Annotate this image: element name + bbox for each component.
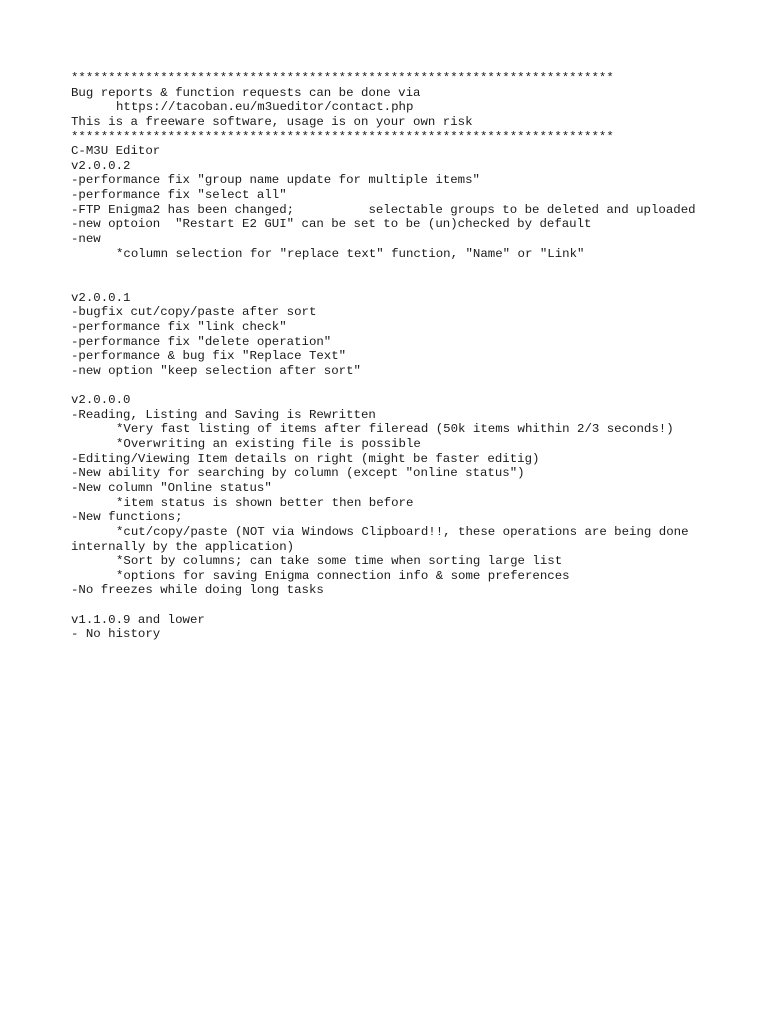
- changelog-item: -new: [71, 232, 101, 247]
- changelog-item: -performance fix "select all": [71, 188, 287, 203]
- changelog-document: [71, 71, 731, 642]
- changelog-item: -new optoion "Restart E2 GUI" can be set to be (un)checked by default: [71, 217, 592, 232]
- changelog-subitem: *cut/copy/paste (NOT via Windows Clipboard!!, these operations are being done internally by the application): [71, 524, 696, 554]
- version-heading: v2.0.0.2: [71, 158, 131, 173]
- changelog-item: -New ability for searching by column (except "online status"): [71, 466, 525, 481]
- changelog-subitem: *Sort by columns; can take some time when sorting large list: [116, 554, 563, 569]
- changelog-item: -bugfix cut/copy/paste after sort: [71, 305, 317, 320]
- spacer: [71, 378, 731, 393]
- changelog-item: -Reading, Listing and Saving is Rewritten: [71, 407, 376, 422]
- changelog-subitem: *options for saving Enigma connection info & some preferences: [116, 568, 570, 583]
- version-heading: v2.0.0.1: [71, 290, 131, 305]
- changelog-item: -FTP Enigma2 has been changed; selectable groups to be deleted and uploaded: [71, 202, 696, 217]
- spacer: [71, 276, 731, 291]
- changelog-item: -No freezes while doing long tasks: [71, 583, 324, 598]
- app-name: C-M3U Editor: [71, 144, 161, 159]
- version-heading: v1.1.0.9 and lower: [71, 612, 205, 627]
- changelog-subitem: *column selection for "replace text" function, "Name" or "Link": [116, 246, 585, 261]
- changelog-subitem: *item status is shown better then before: [116, 495, 414, 510]
- spacer: [71, 261, 731, 276]
- bug-report-text: Bug reports & function requests can be done via: [71, 85, 421, 100]
- changelog-item: -performance fix "link check": [71, 319, 287, 334]
- changelog-item: -New column "Online status": [71, 480, 272, 495]
- changelog-subitem: *Very fast listing of items after fileread (50k items whithin 2/3 seconds!): [116, 422, 674, 437]
- spacer: [71, 598, 731, 613]
- changelog-item: -performance fix "group name update for multiple items": [71, 173, 480, 188]
- changelog-item: -performance & bug fix "Replace Text": [71, 349, 347, 364]
- changelog-item: -Editing/Viewing Item details on right (might be faster editig): [71, 451, 540, 466]
- changelog-item: -new option "keep selection after sort": [71, 363, 361, 378]
- changelog-item: -New functions;: [71, 510, 183, 525]
- header-separator: *************************************************************************: [71, 129, 614, 144]
- freeware-notice: This is a freeware software, usage is on your own risk: [71, 114, 473, 129]
- changelog-subitem: *Overwriting an existing file is possible: [116, 437, 421, 452]
- version-heading: v2.0.0.0: [71, 393, 131, 408]
- changelog-item: - No history: [71, 627, 161, 642]
- contact-url: https://tacoban.eu/m3ueditor/contact.php: [116, 100, 414, 115]
- changelog-item: -performance fix "delete operation": [71, 334, 332, 349]
- header-separator: *************************************************************************: [71, 71, 614, 85]
